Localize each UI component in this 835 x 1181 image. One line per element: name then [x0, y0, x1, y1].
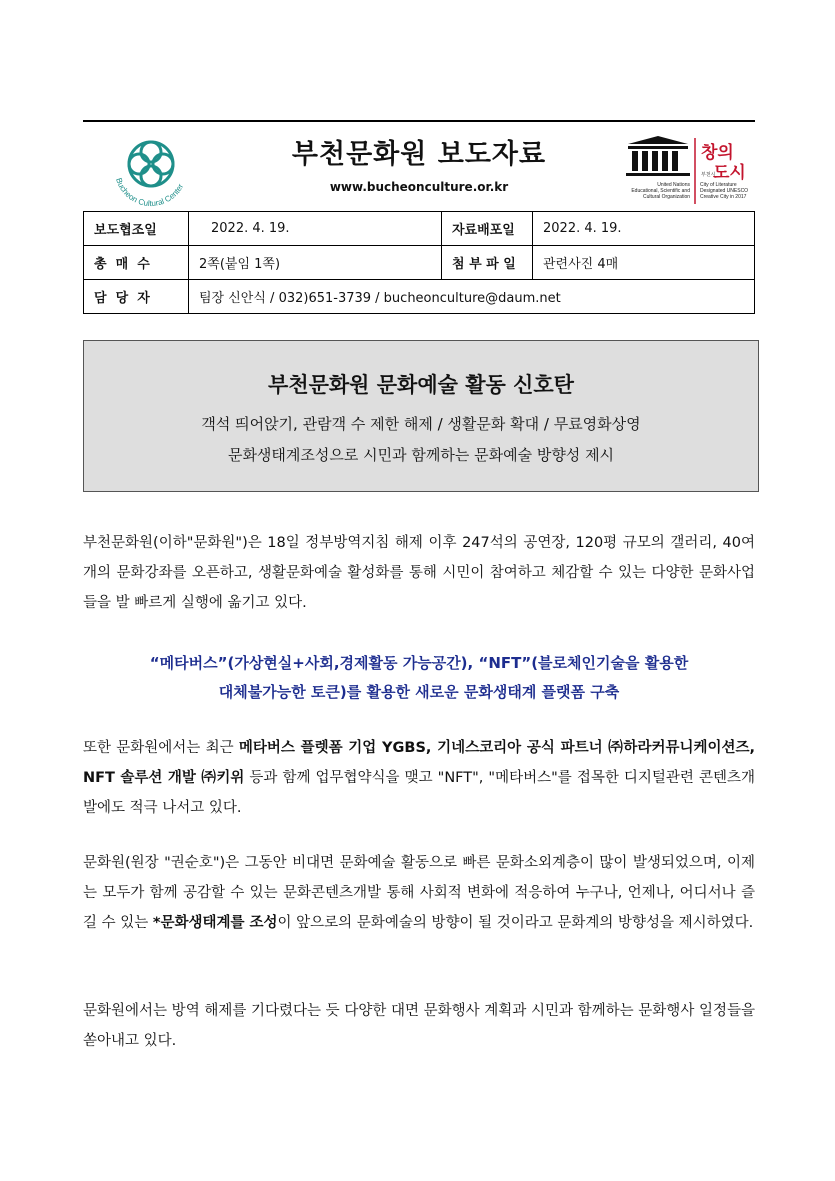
report-date-value: 2022. 4. 19.	[189, 212, 442, 246]
headline-box	[83, 340, 759, 492]
headline-subtitle-2: 문화생태계조성으로 시민과 함께하는 문화예술 방향성 제시	[227, 446, 615, 464]
body-paragraph-2	[83, 733, 755, 823]
body-paragraph-4: 문화원에서는 방역 해제를 기다렸다는 듯 다양한 대면 문화행사 계획과 시민과 함께하는 문화행사 일정들을 쏟아내고 있다.	[83, 1003, 755, 1049]
svg-text:City of Literature: City of Literature	[700, 182, 737, 188]
svg-text:United Nations: United Nations	[657, 182, 690, 188]
body-paragraph-1: 부천문화원(이하"문화원")은 18일 정부방역지침 해제 이후 247석의 공연장, 120평 규모의 갤러리, 40여개의 문화강좌를 오픈하고, 생활문화예술 활성화를 통해 시민이 참여하고 체감할 수 있는 다양한 문화사업들을 발 빠르게 실행에 옮기고 있다.	[83, 535, 755, 611]
subheading-line-1: “메타버스”(가상현실+사회,경제활동 가능공간), “NFT”(블로체인기술을 활용한	[149, 654, 689, 672]
svg-text:부천시: 부천시	[701, 172, 716, 178]
svg-text:Cultural Organization: Cultural Organization	[643, 194, 690, 200]
svg-text:창의: 창의	[701, 143, 734, 163]
svg-text:도시: 도시	[713, 163, 746, 183]
table-row	[84, 246, 755, 280]
website-url: www.bucheonculture.or.kr	[329, 180, 509, 194]
table-row	[84, 280, 755, 314]
page-count-label: 총 매 수	[84, 246, 189, 280]
subheading-line-2: 대체불가능한 토큰)를 활용한 새로운 문화생태계 플랫폼 구축	[218, 683, 620, 701]
svg-text:Educational, Scientific and: Educational, Scientific and	[631, 188, 690, 194]
headline-title: 부천문화원 문화예술 활동 신호탄	[268, 373, 574, 397]
page-count-value: 2쪽(붙임 1쪽)	[189, 246, 442, 280]
paragraph-2-text-c: 등과 함께 업무협약식을 맺고 "NFT", "메타버스"를 접목한 디지털관련 콘텐츠개발에도 적극 나서고 있다.	[83, 770, 756, 816]
paragraph-3-text-a: 문화원(원장 "권순호")은 그동안 비대면 문화예술 활동으로 빠른 문화소외계층이 많이 발생되었으며, 이제는 모두가 함께 공감할 수 있는 문화콘텐츠개발 통해 사회적 변화에 적응하여 누구나, 언제나, 어디서나 즐길 수 있는	[83, 855, 755, 931]
paragraph-3-emphasis: *문화생태계를 조성	[152, 915, 278, 931]
press-info-table	[83, 211, 755, 314]
headline-subtitle-1: 객석 띄어앉기, 관람객 수 제한 해제 / 생활문화 확대 / 무료영화상영	[201, 415, 641, 433]
contact-value: 팀장 신안식 / 032)651-3739 / bucheonculture@daum.net	[189, 280, 755, 314]
document-title: 부천문화원 보도자료	[291, 139, 547, 170]
paragraph-3-text-c: 이 앞으로의 문화예술의 방향이 될 것이라고 문화계의 방향성을 제시하였다.	[277, 915, 754, 931]
document-header	[83, 120, 755, 212]
report-date-label: 보도협조일	[84, 212, 189, 246]
section-subheading	[83, 649, 755, 707]
distribute-date-value: 2022. 4. 19.	[533, 212, 755, 246]
distribute-date-label: 자료배포일	[442, 212, 533, 246]
unesco-creative-city-logo-icon	[618, 136, 755, 208]
svg-text:Bucheon Cultural Center: Bucheon Cultural Center	[114, 176, 186, 208]
svg-text:Creative City in 2017: Creative City in 2017	[700, 194, 747, 200]
attachment-label: 첨 부 파 일	[442, 246, 533, 280]
attachment-value: 관련사진 4매	[533, 246, 755, 280]
paragraph-2-partners: 메타버스 플렛폼 기업 YGBS, 기네스코리아 공식 파트너 ㈜하라커뮤니케이션즈, NFT 솔루션 개발 ㈜키위	[83, 740, 756, 786]
paragraph-2-text-a: 또한 문화원에서는 최근	[83, 740, 239, 756]
svg-text:Designated UNESCO: Designated UNESCO	[700, 188, 749, 194]
body-paragraph-3	[83, 848, 755, 938]
table-row	[84, 212, 755, 246]
contact-label: 담 당 자	[84, 280, 189, 314]
